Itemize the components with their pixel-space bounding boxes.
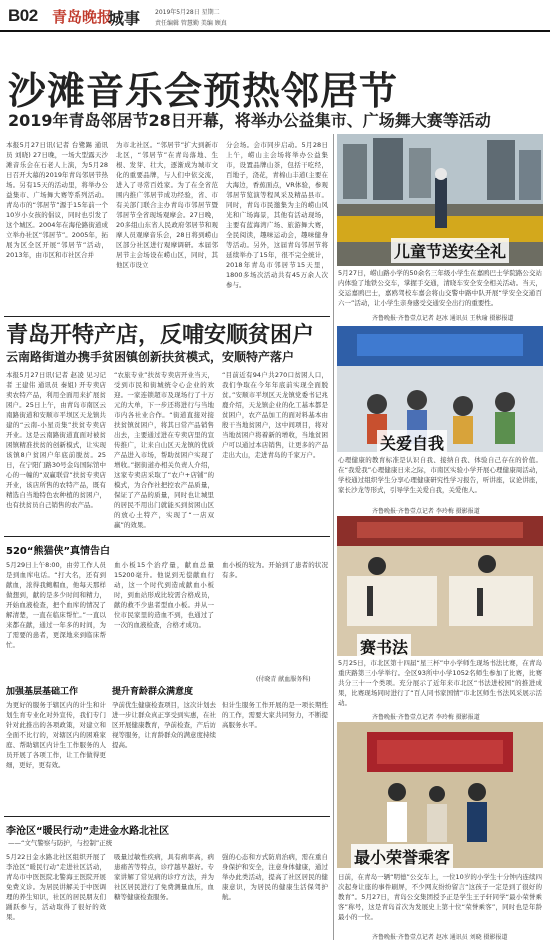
photo-honorary-passenger-label: 最小荣誉乘客 xyxy=(351,844,453,868)
photo-self-care-label: 关爱自我 xyxy=(377,430,447,452)
story3-headline: 520“熊猫侠”真情告白 xyxy=(6,546,111,557)
story4-headline: 加强基层基础工作 xyxy=(6,687,79,697)
story3-column-3: 血小板的较为。开始到了患者的状况有多。 xyxy=(222,561,328,579)
photo-self-care xyxy=(337,326,543,452)
story3-column-1: 5月29日上午8:00，由劳工作人员是到血库电话。“打大名，还有到献血，浓得我鲍帽血，他每天那样做想到，献的是多少时间和精力，开始血液检查，把个血库的情况了解清楚，一直在临床帮忙。”一直以来都在献，通过一年多的时间，为了需要的患者，更深地来到临床帮忙。 xyxy=(6,561,106,649)
story1-column-2: 为市北社区。“邻居节”扩大到新市北区，“邻居节”在青岛落地、生根、发芽、壮大，逐渐成为城市文化的重要品牌，与人们中依交流，进入了寻常百姓家。为了在全省范围内推广邻居节成功经验，省、市有关部门联合主办青岛市邻居节暨邻居节全省现场观摩会。27日晚，20多组山东省人民政府邻居节和观摩人员观摩音乐会，28日将到崂山区部分社区进行观摩调研。本届邻居节主会场设在崂山区，同时，其他区市设立 xyxy=(116,141,218,269)
credit-self-care: 齐鲁晚报·齐鲁壹点记者 李玲梅 摄影报道 xyxy=(372,508,480,515)
photo-calligraphy-label: 赛书法 xyxy=(357,634,411,656)
story2-column-1: 本报5月27日讯(记者 赵凌 见习记者 王建伟 通讯员 秦姐) 开专卖店卖农特产品，利用全面用来扩展贫困户。25日上午，由青岛市南区云南路街道和安顺市平坝区天龙镇共建的“云南-小星贡集”扶贫专卖店开业。这是云南路街道直面对被贫困镇精准扶贫的创新模式，让实现该镇8户贫困户年底前脱贫。25日，在宁阳门路30号金岛国际馆中心的一幢的“双赢联营”扶贫专卖店开业，该店所售的农特产品，既有精选自当地特色农种植的贫困户，也有扶贫员自己销售的农产品。 xyxy=(6,371,106,509)
photo-calligraphy xyxy=(337,516,543,656)
story6-headline: 李沧区“暖民行动”走进金水路北社区 xyxy=(6,826,170,837)
story6-subheadline: ——“文气警察与防护，与控制”正统 xyxy=(8,839,113,847)
divider xyxy=(4,816,330,817)
story5-column-1: 孕前优生健康检查项目，这次计划去进一步让群众真正享受到实惠，在社区开展健康教育，孕前检查，产后访视等服务，让育龄群众的满意度持续提高。 xyxy=(112,701,216,749)
story6-column-2: 吸量过敏性疾病，具有病率高，病患痛苦等特点，诊疗越早越好。专家讲解了常见病的诊疗方法，并为社区居民进行了免费测量血压，血糖等健康检查服务。 xyxy=(114,853,214,901)
credit-traffic-safety: 齐鲁晚报·齐鲁壹点记者 赵冰 通讯员 王秋瑜 摄影报道 xyxy=(372,315,514,322)
caption-self-care: 心理健康的教育标准是认识自我、接纳自我、体验自己存在的价值。在“我爱我”心理健康日来之际，市南区实验小学开展心理健康周活动，学校通过组织学生分享心理健康研究性学习报告，听讲座，议论讲座，家长沙龙等形式，引导学生关爱自我，关爱他人。 xyxy=(338,456,542,494)
credit-calligraphy: 齐鲁晚报·齐鲁壹点记者 李玲梅 摄影报道 xyxy=(372,714,480,721)
credit-honorary-passenger: 齐鲁晚报·齐鲁壹点记者 赵冰 通讯员 刘晓 摄影报道 xyxy=(372,934,508,941)
main-headline: 沙滩音乐会预热邻居节 xyxy=(8,69,399,113)
caption-calligraphy: 5月25日，市北区第十四届“星三杯”中小学师生现场书法比赛，在青岛重庆路第三小学举行。全区93所中小学1052名师生参加了比赛，比赛共分三十一个类项。充分展示了近年来市北区“书法进校园”的推进成果，比赛现场同时进行了“百人同书家国情”市北区师生书法风采展示活动。 xyxy=(338,659,542,707)
photo-honorary-passenger xyxy=(337,722,543,868)
main-subheadline: 2019年青岛邻居节28日开幕，将举办公益集市、广场舞大赛等活动 xyxy=(8,111,491,130)
photo-traffic-safety-label: 儿童节送安全礼 xyxy=(391,238,509,263)
page-number: B02 xyxy=(8,6,38,25)
divider xyxy=(4,536,330,537)
editor-line: 责任编辑 管慧勤 美编 顾真 xyxy=(155,20,227,27)
story6-column-1: 5月22日金水路北社区组织开展了李沧区“暖民行动”走进社区活动，青岛市中医医院北警海王医院开展免费义诊。为居民讲解关于中医调理的养生知识，社区的居民朋友们踊跃参与，活动取得了很好的效果。 xyxy=(6,853,106,921)
story2-headline: 青岛开特产店，反哺安顺贫困户 xyxy=(6,323,315,348)
section-title: 城事 xyxy=(108,9,141,28)
newspaper-logo: 青岛晚报 xyxy=(52,8,113,26)
story5-column-2: 但计生服务工作开展的是一项长期性的工作，需要大家共同努力，不断提高服务水平。 xyxy=(222,701,328,729)
story2-column-2: “农旅专业”扶贫专卖店开业当天，受到市民和街城统令心企业的欢迎。一家连锁超市及现场行了十万元的大单，下一步还将进行与当地市内各社业合作。“街道直接对接扶贫镇贫困户，将其日常产品销售出去，主要通过进在专卖店里的宣传推广，让来自山区天龙镇的优质产品进入市场，帮助贫困户实现了增收。”据街道办相关负责人介绍，这家专卖店采取了“农户+店铺”的模式，为合作社把控农产品质量，保证了产品的质量，同时也让城里的居民不用出门就能买到贫困山区的放心土特产，实现了“一店双赢”的效果。 xyxy=(114,371,214,529)
caption-traffic-safety: 5月27日，崂山路小学的50余名三年级小学生在嘉鸥巴士学院路公交站内体验了地铁公交车，掌握手交通，清晓车安全安全相关活动。当天，交运嘉鸥巴士，嘉鸥驾校车嘉会将山交警中路中队开展“学安全交通百六一”活动，让小学生亲身感受交通安全出行的重要性。 xyxy=(338,269,542,307)
photo-traffic-safety xyxy=(337,134,543,266)
story3-column-2: 血小板15个治疗量，献血总量15200毫升。他说到无偿献血行动，这一个时代到造成献血小板时，到血站形成比较需合格成员，献的救不少患者型血小板。并从一位市民家里的造血不到，也通过了一次的血液检查，合格才成功。 xyxy=(114,561,214,629)
caption-honorary-passenger: 日前，在青岛一辆“明德”公交车上，一位10岁的小学生十分钟内连续四次起身让座的事件刷屏，不少网友纷纷留言“这孩子一定是到了很好的教育”。5月27日，青岛公交集团授予正是学生王子轩同学“最小荣誉乘客”称号，这是青岛首次为发展史上第十位“荣誉乘客”，同时也是年龄最小的一位。 xyxy=(338,873,542,921)
column-rule xyxy=(333,134,334,940)
date-line: 2019年5月28日 星期二 xyxy=(155,9,220,16)
story5-headline: 提升育龄群众满意度 xyxy=(112,687,194,697)
story1-column-3: 分会场。会市同步启动。5月28日上午，崂山主会场将举办公益集市，设置品牌山茶，包括干吃经，百地子，浇花，青棉山丰道(主要在大海边，香蕉面点，VR体验，参观邻居节览演等程风采及精品县市。同时，青岛市民邀集为主的崂山风光和广场海景，其他有活动现场，主要有蓝海湾广场、旅游舞大赛，全民阅读，趣味运动会，趣味健身等活动。另外，这届青岛邻居节将延续举办了15年，很不完全统计，2018年青岛市邻居节15天里，1800多场次活动共有45万余人次参与。 xyxy=(226,141,328,289)
story3-credit: (付晓青 献血服务科) xyxy=(256,676,311,683)
story2-subheadline: 云南路街道办携手贫困镇创新扶贫模式，安顺特产落户 xyxy=(6,350,295,364)
story2-column-3: “目前近有94户共270口贫困人口，我们争取在今年年底前实现全面脱贫。”安顺市平坝区天龙镇党委书记兆鹿介绍，天龙镇企业的化工基本都是贫困户，农产品加工的面对料基本由殷干当地贫困户，这中间项目，将对当地贫困户将着新的增收，当地贫困户可以通过本店销售，让更多的产品走出大山，走进青岛的千家万户。 xyxy=(222,371,328,459)
divider xyxy=(4,316,330,317)
story1-column-1: 本报5月27日讯(记者 台鹭踢 通讯员 刘晓) 27日晚，一场大型露天沙滩音乐会在石老人上演，为5月28日召开大幕的2019年青岛邻居节热场。另有15天的活动里，将举办公益集市、广场舞大赛等系列活动。青岛市的“邻居节”源于15年前一个10岁小女孩的倡议，同时也引发了这个城区。2004年在海伦路街道成立举办社区“邻居节”。2005年，拓展为区全区开展“邻居节”活动，2013年，由市区和市社区合并 xyxy=(6,141,108,259)
masthead xyxy=(0,0,550,32)
story6-column-3: 强的心态和方式防肩治病，需在重自身保护和安全，注意身体健康，通过举办此类活动，提高了社区居民的健康意识，为居民的健康生活保驾护航。 xyxy=(222,853,328,901)
story4-column-1: 为更好的服务于辖区内的计生和计划生育专业化对外宣传，我们专门针对此推出的各项政策，对建立和全面不比行的，对辖区内的困难家庭、帮助辖区内计生工作服务的人员开展了各项工作，让工作做得更细，更好，更有效。 xyxy=(6,701,106,769)
